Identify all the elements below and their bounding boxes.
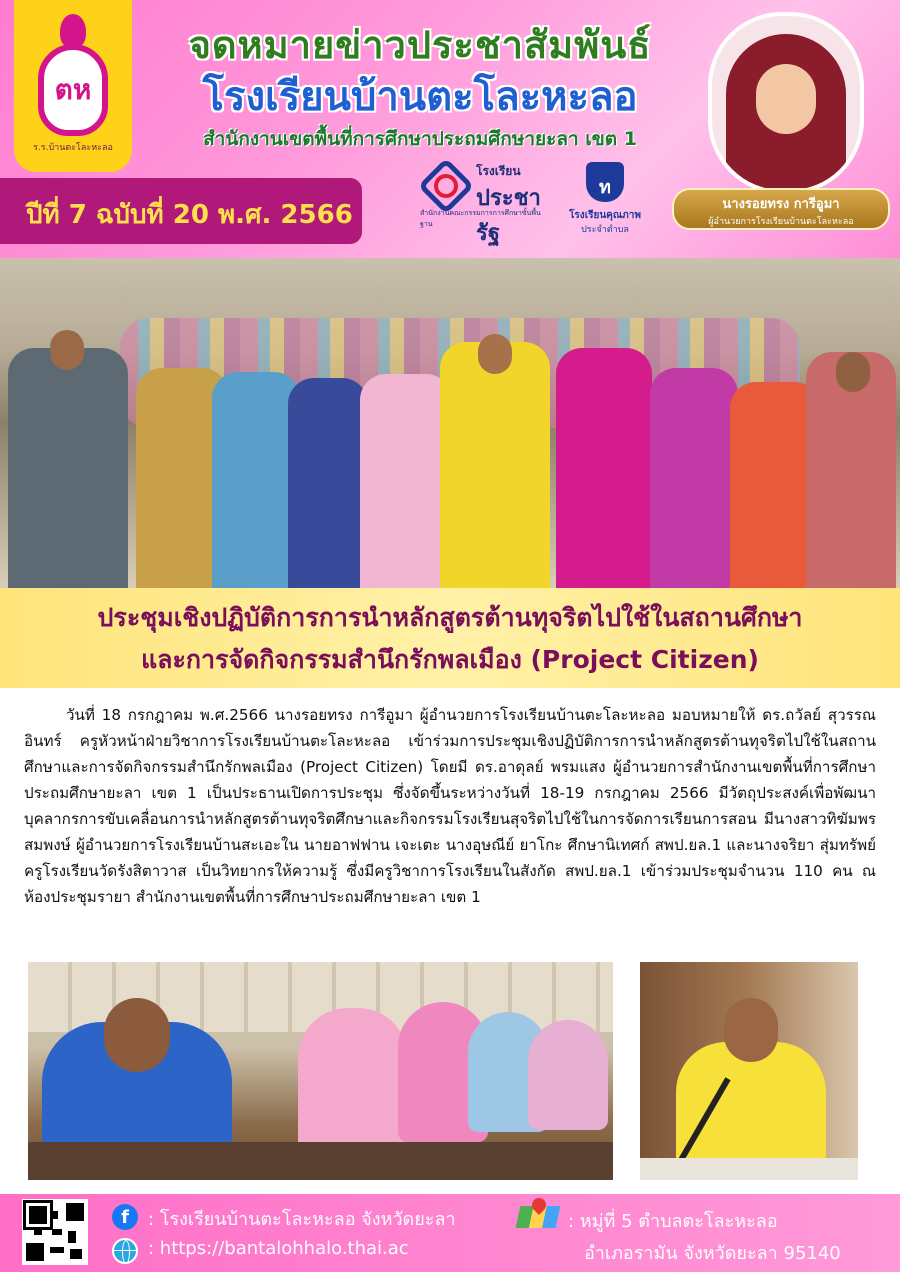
logo-flame-icon — [60, 14, 86, 48]
photo-person — [440, 342, 550, 588]
photo-desk — [640, 1158, 858, 1180]
group-photo — [0, 258, 900, 588]
photo-person-head — [478, 334, 512, 374]
pracharat-label-1: โรงเรียน — [476, 164, 521, 178]
qr-module — [68, 1231, 76, 1243]
quality-label-2: ประจำตำบล — [581, 225, 629, 235]
facebook-page-link[interactable]: : โรงเรียนบ้านตะโละหะลอ จังหวัดยะลา — [148, 1209, 456, 1230]
logo-shield-icon: ตห — [38, 44, 108, 136]
headline-line-1: ประชุมเชิงปฏิบัติการการนำหลักสูตรต้านทุจริตไปใช้ในสถานศึกษา — [97, 603, 803, 632]
qr-code-icon[interactable] — [22, 1199, 88, 1265]
newsletter-header — [0, 0, 900, 258]
photo-woman-pink — [528, 1020, 608, 1130]
qr-module — [34, 1227, 42, 1235]
pracharat-label-2: ประชารัฐ — [476, 186, 541, 246]
website-link[interactable]: : https://bantalohhalo.thai.ac — [148, 1238, 409, 1259]
article-body — [24, 702, 876, 910]
newsletter-title: จดหมายข่าวประชาสัมพันธ์ — [188, 23, 652, 67]
address-line-2: อำเภอรามัน จังหวัดยะลา 95140 — [584, 1243, 841, 1264]
photo-person-head — [50, 330, 84, 370]
photo-person — [650, 368, 738, 588]
globe-icon — [112, 1238, 138, 1264]
meeting-photo — [28, 962, 613, 1180]
address-line-1: : หมู่ที่ 5 ตำบลตะโละหะลอ — [568, 1211, 778, 1232]
article-paragraph: วันที่ 18 กรกฎาคม พ.ศ.2566 นางรอยทรง การีอูมา ผู้อำนวยการโรงเรียนบ้านตะโละหะลอ มอบหมายให้ ดร.ถวัลย์ สุวรรณอินทร์ ครูหัวหน้าฝ่ายวิชาการโรงเรียนบ้านตะโละหะลอ เข้าร่วมการประชุมเชิงปฏิบัติการการนำหลักสูตรต้านทุจริตไปใช้ในสถานศึกษาและการจัดกิจกรรมสำนึกรักพลเมือง (Project Citizen) โดยมี ดร.อาดุลย์ พรมแสง ผู้อำนวยการสำนักงานเขตพื้นที่การศึกษาประถมศึกษายะลา เขต 1 เป็นประธานเปิดการประชุม ซึ่งจัดขึ้นระหว่างวันที่ 18-19 กรกฎาคม 2566 มีวัตถุประสงค์เพื่อพัฒนาบุคลากรการขับเคลื่อนการนำหลักสูตรต้านทุจริตศึกษาและกิจกรรมโรงเรียนสุจริตไปใช้ในการจัดการเรียนการสอน มีนางสาวทิฆัมพร สมพงษ์ ผู้อำนวยการโรงเรียนบ้านสะเอะใน นายอาฟฟาน เจะเตะ นางอุษณีย์ ยาโกะ ศึกษานิเทศก์ สพป.ยล.1 และนางจริยา สุ่มทรัพย์ ครูโรงเรียนวัดรังสิตาวาส เป็นวิทยากรให้ความรู้ ซึ่งมีครูวิชาการโรงเรียนในสังกัด สพป.ยล.1 เข้าร่วมประชุมจำนวน 110 คน ณ ห้องประชุมรายา สำนักงานเขตพื้นที่การศึกษาประถมศึกษายะลา เขต 1 — [24, 706, 876, 906]
newsletter-footer — [0, 1194, 900, 1272]
school-logo — [14, 0, 132, 172]
qr-module — [52, 1229, 62, 1235]
facebook-icon[interactable]: f — [112, 1204, 138, 1230]
photo-speaker-head — [724, 998, 778, 1062]
pracharat-caption: สำนักงานคณะกรรมการการศึกษาขั้นพื้นฐาน — [420, 209, 541, 228]
issue-number: ปีที่ 7 ฉบับที่ 20 พ.ศ. 2566 — [26, 200, 353, 230]
photo-man-head — [104, 998, 170, 1072]
director-title: ผู้อำนวยการโรงเรียนบ้านตะโละหะลอ — [708, 217, 854, 227]
issue-banner — [0, 178, 362, 244]
logo-caption: ร.ร.บ้านตะโละหะลอ — [33, 143, 113, 153]
director-nameplate — [672, 188, 890, 230]
headline-banner — [0, 588, 900, 688]
photo-person-head — [836, 352, 870, 392]
photo-person — [288, 378, 368, 588]
qr-module — [50, 1247, 64, 1253]
quality-letter-icon: ท — [599, 177, 611, 198]
pracharat-ring-icon — [434, 174, 458, 198]
photo-table — [28, 1142, 613, 1180]
school-name: โรงเรียนบ้านตะโละหะลอ — [202, 74, 638, 120]
director-name: นางรอยทรง การีอูมา — [722, 197, 840, 212]
qr-finder — [26, 1203, 50, 1227]
photo-person — [556, 348, 652, 588]
district-office: สำนักงานเขตพื้นที่การศึกษาประถมศึกษายะลา เขต 1 — [203, 128, 637, 150]
photo-person — [360, 374, 452, 588]
director-portrait — [708, 12, 864, 194]
qr-finder — [66, 1203, 84, 1221]
photo-woman-pink — [298, 1008, 408, 1158]
qr-finder — [26, 1243, 44, 1261]
photo-person — [8, 348, 128, 588]
portrait-face — [756, 64, 816, 134]
headline-line-2: และการจัดกิจกรรมสำนึกรักพลเมือง (Project Citizen) — [141, 645, 759, 674]
qr-module — [50, 1211, 58, 1219]
quality-school-badge — [560, 156, 650, 240]
qr-module — [70, 1249, 82, 1259]
pracharat-school-badge — [420, 160, 546, 246]
speaker-photo — [640, 962, 858, 1180]
photo-person — [212, 372, 300, 588]
quality-label-1: โรงเรียนคุณภาพ — [569, 210, 641, 221]
